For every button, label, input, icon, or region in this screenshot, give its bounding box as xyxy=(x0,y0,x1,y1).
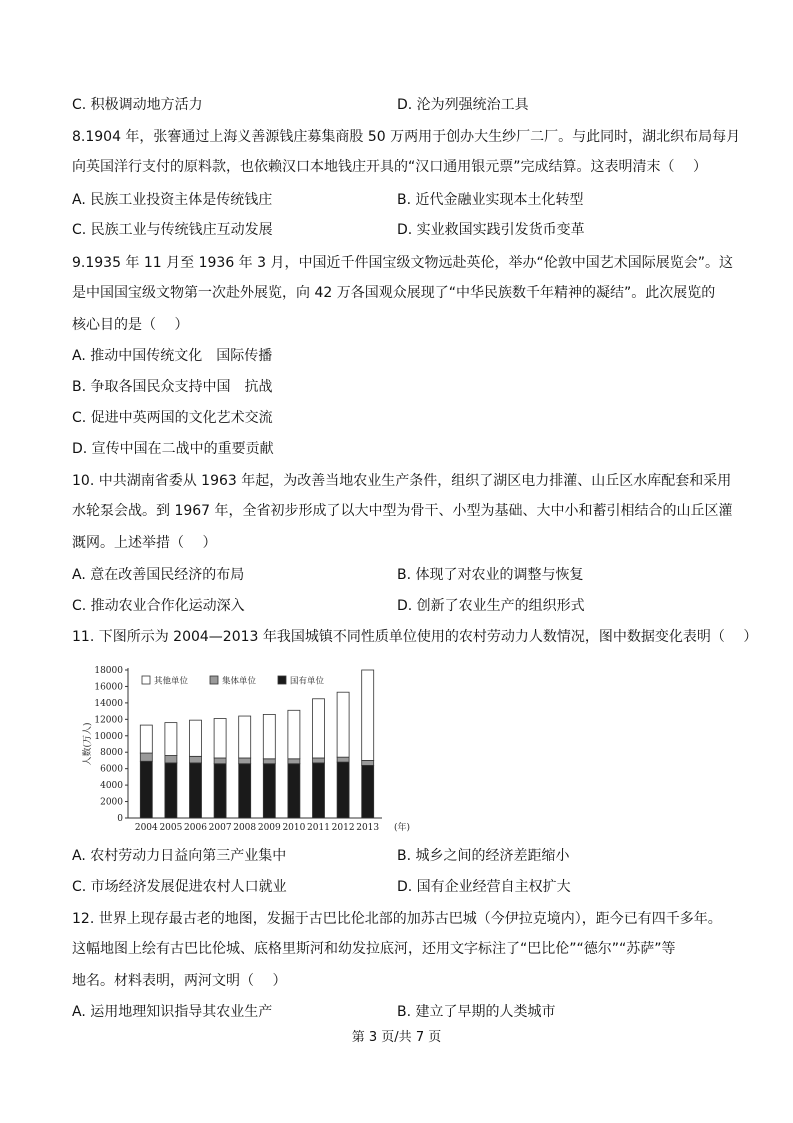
legend-swatch xyxy=(142,676,150,684)
q11-option-d: D. 国有企业经营自主权扩大 xyxy=(397,879,571,895)
legend-swatch xyxy=(278,676,286,684)
bar-segment xyxy=(362,760,374,765)
legend-label: 国有单位 xyxy=(290,676,325,687)
legend-swatch xyxy=(210,676,218,684)
bar-segment xyxy=(214,719,226,758)
x-tick-label: 2011 xyxy=(307,823,330,833)
q11-option-c: C. 市场经济发展促进农村人口就业 xyxy=(72,879,287,895)
q10-option-c: C. 推动农业合作化运动深入 xyxy=(72,598,245,614)
y-tick-label: 16000 xyxy=(94,682,123,693)
bar-segment xyxy=(313,763,325,818)
q9-stem-line-1: 9.1935 年 11 月至 1936 年 3 月，中国近千件国宝级文物远赴英伦，举办“伦敦中国艺术国际展览会”。这 xyxy=(72,255,733,271)
bar-segment xyxy=(190,756,202,763)
bar-segment xyxy=(263,714,275,758)
bar-segment xyxy=(288,710,300,759)
x-tick-label: 2008 xyxy=(233,823,257,833)
q12-stem-line-2: 这幅地图上绘有古巴比伦城、底格里斯河和幼发拉底河，还用文字标注了“巴比伦”“德尔”“苏萨”等 xyxy=(72,941,676,957)
y-axis-label: 人数(万人) xyxy=(83,722,93,766)
bar-segment xyxy=(140,725,152,753)
bar-segment xyxy=(140,753,152,761)
y-tick-label: 12000 xyxy=(94,715,123,726)
x-tick-label: 2007 xyxy=(208,823,232,833)
q9-option-c: C. 促进中英两国的文化艺术交流 xyxy=(72,410,273,426)
q8-option-c: C. 民族工业与传统钱庄互动发展 xyxy=(72,222,273,238)
q11-option-a: A. 农村劳动力日益向第三产业集中 xyxy=(72,848,287,864)
y-tick-label: 8000 xyxy=(100,748,123,759)
q9-option-d: D. 宣传中国在二战中的重要贡献 xyxy=(72,441,274,457)
x-tick-label: 2005 xyxy=(159,823,183,833)
chart-svg xyxy=(76,662,416,840)
bar-segment xyxy=(313,699,325,758)
y-tick-label: 18000 xyxy=(94,666,123,676)
q12-option-a: A. 运用地理知识指导其农业生产 xyxy=(72,1004,273,1020)
bar-segment xyxy=(288,759,300,764)
q8-stem-line-2: 向英国洋行支付的原料款，也依赖汉口本地钱庄开具的“汉口通用银元票”完成结算。这表明清末（ ） xyxy=(72,159,707,175)
q10-option-a: A. 意在改善国民经济的布局 xyxy=(72,567,245,583)
bar-segment xyxy=(313,758,325,763)
page-number: 第 3 页/共 7 页 xyxy=(351,1030,442,1045)
y-tick-label: 6000 xyxy=(100,764,123,775)
y-tick-label: 4000 xyxy=(100,781,123,792)
bar-segment xyxy=(362,670,374,760)
q10-stem-line-1: 10. 中共湖南省委从 1963 年起，为改善当地农业生产条件，组织了湖区电力排灌、山丘区水库配套和采用 xyxy=(72,473,732,489)
x-tick-label: 2006 xyxy=(184,823,207,833)
q11-option-b: B. 城乡之间的经济差距缩小 xyxy=(397,848,570,864)
q11-stem-line-1: 11. 下图所示为 2004—2013 年我国城镇不同性质单位使用的农村劳动力人数情况，图中数据变化表明（ ） xyxy=(72,629,758,645)
bar-segment xyxy=(263,764,275,818)
bar-segment xyxy=(165,723,177,756)
bar-segment xyxy=(165,763,177,818)
q9-option-a: A. 推动中国传统文化 国际传播 xyxy=(72,348,273,364)
q12-stem-line-1: 12. 世界上现存最古老的地图，发掘于古巴比伦北部的加苏古巴城（今伊拉克境内），距今已有四千多年。 xyxy=(72,911,722,927)
x-tick-label: 2009 xyxy=(257,823,281,833)
y-tick-label: 2000 xyxy=(100,797,123,808)
legend-label: 其他单位 xyxy=(154,676,189,687)
legend-label: 集体单位 xyxy=(222,676,257,687)
q10-stem-line-2: 水轮泵会战。到 1967 年，全省初步形成了以大中型为骨干、小型为基础、大中小和蓄引相结合的山丘区灌 xyxy=(72,503,733,519)
q8-option-a: A. 民族工业投资主体是传统钱庄 xyxy=(72,192,273,208)
bar-segment xyxy=(140,761,152,818)
q9-stem-line-3: 核心目的是（ ） xyxy=(72,317,189,333)
bar-segment xyxy=(190,763,202,818)
x-tick-label: 2012 xyxy=(331,823,355,833)
x-tick-label: 2010 xyxy=(282,823,306,833)
q9-option-b: B. 争取各国民众支持中国 抗战 xyxy=(72,379,273,395)
q9-stem-line-2: 是中国国宝级文物第一次赴外展览，向 42 万各国观众展现了“中华民族数千年精神的凝结”。此次展览的 xyxy=(72,285,716,301)
q10-option-d: D. 创新了农业生产的组织形式 xyxy=(397,598,585,614)
bar-segment xyxy=(190,720,202,756)
q7-option-d: D. 沦为列强统治工具 xyxy=(397,97,529,113)
q12-stem-line-3: 地名。材料表明，两河文明（ ） xyxy=(72,973,287,989)
q10-option-b: B. 体现了对农业的调整与恢复 xyxy=(397,567,584,583)
bar-segment xyxy=(214,758,226,764)
y-tick-label: 0 xyxy=(117,814,123,824)
q12-option-b: B. 建立了早期的人类城市 xyxy=(397,1004,556,1020)
x-tick-label: 2004 xyxy=(134,823,158,833)
bar-segment xyxy=(239,758,251,764)
x-unit-label: (年) xyxy=(394,823,411,833)
bar-segment xyxy=(165,756,177,763)
q11-bar-chart xyxy=(76,662,416,840)
bar-segment xyxy=(239,764,251,818)
bar-segment xyxy=(362,765,374,818)
bar-segment xyxy=(239,716,251,758)
y-tick-label: 14000 xyxy=(94,698,123,709)
bar-segment xyxy=(337,757,349,762)
q8-option-d: D. 实业救国实践引发货币变革 xyxy=(397,222,585,238)
bar-segment xyxy=(214,764,226,818)
y-tick-label: 10000 xyxy=(94,731,123,742)
bar-segment xyxy=(337,692,349,757)
q7-option-c: C. 积极调动地方活力 xyxy=(72,97,203,113)
q8-option-b: B. 近代金融业实现本土化转型 xyxy=(397,192,584,208)
bar-segment xyxy=(288,764,300,818)
x-tick-label: 2013 xyxy=(356,823,380,833)
bar-segment xyxy=(263,759,275,764)
q8-stem-line-1: 8.1904 年，张謇通过上海义善源钱庄募集商股 50 万两用于创办大生纱厂二厂。与此同时，湖北织布局每月 xyxy=(72,129,741,145)
q10-stem-line-3: 溉网。上述举措（ ） xyxy=(72,535,217,551)
bar-segment xyxy=(337,762,349,818)
